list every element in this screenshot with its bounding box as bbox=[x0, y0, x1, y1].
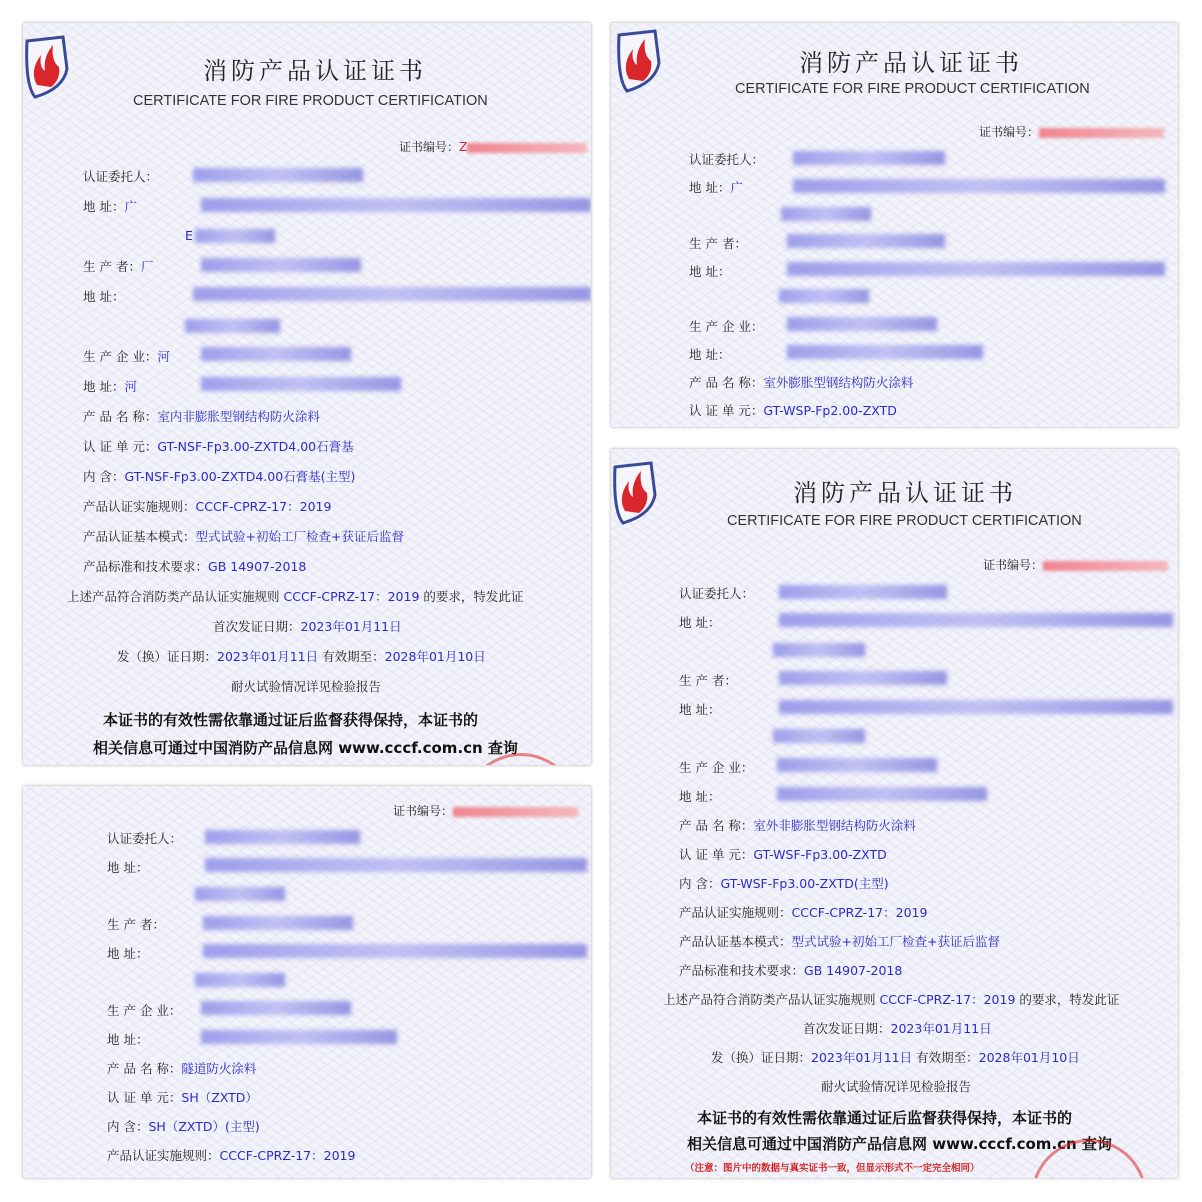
certificate-number bbox=[983, 556, 1168, 573]
address-row bbox=[107, 858, 148, 876]
certificate-number bbox=[399, 138, 587, 155]
contains-label: 内 含： bbox=[83, 469, 125, 484]
unit-label: 认 证 单 元： bbox=[107, 1090, 182, 1105]
redacted-address bbox=[205, 858, 587, 872]
certificate-subtitle: CERTIFICATE FOR FIRE PRODUCT CERTIFICATION bbox=[735, 81, 1090, 97]
unit-row bbox=[689, 401, 897, 419]
product-row bbox=[679, 816, 916, 834]
product-label: 产 品 名 称： bbox=[107, 1061, 182, 1076]
redacted-enterprise bbox=[787, 317, 937, 331]
unit-label: 认 证 单 元： bbox=[689, 403, 764, 418]
enterprise-address-row bbox=[83, 377, 137, 395]
redacted-address-2 bbox=[773, 643, 865, 657]
producer-address-label: 地 址： bbox=[689, 264, 731, 279]
producer-label: 生 产 者： bbox=[689, 236, 747, 251]
unit-label: 认 证 单 元： bbox=[679, 847, 754, 862]
mode-label: 产品认证基本模式： bbox=[83, 529, 196, 544]
disclaimer-note: （注意：图片中的数据与真实证书一致，但显示形式不一定完全相同） bbox=[685, 1163, 980, 1174]
redacted-enterprise bbox=[777, 758, 937, 772]
enterprise-address-label: 地 址： bbox=[107, 1032, 149, 1047]
product-value: 隧道防火涂料 bbox=[181, 1061, 257, 1076]
reissue-date bbox=[117, 647, 486, 665]
redacted-address-2 bbox=[195, 229, 275, 243]
standard-row bbox=[679, 961, 902, 979]
first-issue-date bbox=[803, 1019, 992, 1037]
contains-label: 内 含： bbox=[679, 876, 721, 891]
rule-row bbox=[679, 903, 927, 921]
reissue-value: 2023年01月11日 bbox=[217, 649, 319, 664]
redacted-producer-address-2 bbox=[195, 973, 285, 987]
redacted-producer-address bbox=[193, 287, 591, 301]
address-label: 地 址： bbox=[679, 615, 721, 630]
cert-no-label: 证书编号： bbox=[979, 125, 1040, 139]
cert-no-label: 证书编号： bbox=[393, 804, 454, 818]
certificate-title: 消防产品认证证书 bbox=[799, 49, 1023, 77]
fire-test-note: 耐火试验情况详见检验报告 bbox=[231, 679, 382, 694]
valid-value: 2028年01月10日 bbox=[978, 1050, 1080, 1065]
redacted-enterprise-address bbox=[777, 787, 987, 801]
client-label: 认证委托人： bbox=[107, 831, 183, 846]
statement bbox=[663, 990, 1119, 1008]
certificate-subtitle: CERTIFICATE FOR FIRE PRODUCT CERTIFICATION bbox=[133, 93, 488, 109]
redacted-address-2 bbox=[781, 207, 871, 221]
mode-label: 产品认证基本模式： bbox=[679, 934, 792, 949]
contains-value: SH（ZXTD）(主型) bbox=[148, 1119, 260, 1134]
unit-value: SH（ZXTD） bbox=[181, 1090, 258, 1105]
redacted-client bbox=[205, 830, 360, 844]
reissue-label: 发（换）证日期： bbox=[711, 1050, 812, 1065]
reissue-date bbox=[711, 1048, 1080, 1066]
statement bbox=[67, 587, 523, 605]
first-issue-date bbox=[213, 617, 402, 635]
first-issue-value: 2023年01月11日 bbox=[890, 1021, 992, 1036]
address-row bbox=[679, 613, 720, 631]
contains-label: 内 含： bbox=[107, 1119, 149, 1134]
validity-line-1: 本证书的有效性需依靠通过证后监督获得保持，本证书的 bbox=[103, 711, 479, 729]
rule-value: CCCF-CPRZ-17：2019 bbox=[195, 499, 332, 514]
producer-label: 生 产 者： bbox=[679, 673, 737, 688]
address-prefix: 广 bbox=[124, 199, 137, 214]
validity-line-2: 相关信息可通过中国消防产品信息网 www.cccf.com.cn 查询 bbox=[687, 1135, 1112, 1153]
address-row bbox=[83, 197, 137, 215]
validity-line-2: 相关信息可通过中国消防产品信息网 www.cccf.com.cn 查询 bbox=[93, 739, 518, 757]
standard-label: 产品标准和技术要求： bbox=[679, 963, 805, 978]
enterprise-row bbox=[83, 347, 170, 365]
rule-row bbox=[107, 1146, 355, 1164]
unit-label: 认 证 单 元： bbox=[83, 439, 158, 454]
contains-row bbox=[107, 1117, 260, 1135]
redacted-producer-address-2 bbox=[779, 289, 869, 303]
cert-no-redaction bbox=[1039, 128, 1164, 138]
statement-rule: CCCF-CPRZ-17：2019 bbox=[879, 992, 1016, 1007]
rule-label: 产品认证实施规则： bbox=[679, 905, 792, 920]
certificate-1 bbox=[23, 23, 591, 765]
redacted-enterprise-address bbox=[787, 345, 983, 359]
product-row bbox=[83, 407, 320, 425]
rule-label: 产品认证实施规则： bbox=[83, 499, 196, 514]
certificate-title: 消防产品认证证书 bbox=[203, 57, 427, 85]
enterprise-address-prefix: 河 bbox=[124, 379, 137, 394]
unit-row bbox=[83, 437, 354, 455]
statement-text: 上述产品符合消防类产品认证实施规则 bbox=[663, 992, 876, 1007]
contains-value: GT-NSF-Fp3.00-ZXTD4.00石膏基(主型) bbox=[124, 469, 356, 484]
first-issue-label: 首次发证日期： bbox=[213, 619, 301, 634]
address-label: 地 址： bbox=[689, 180, 731, 195]
mode-value: 型式试验+初始工厂检查+获证后监督 bbox=[791, 934, 1000, 949]
mode-row bbox=[83, 527, 404, 545]
enterprise-row bbox=[107, 1001, 181, 1019]
reissue-label: 发（换）证日期： bbox=[117, 649, 218, 664]
rule-row bbox=[83, 497, 331, 515]
enterprise-address-label: 地 址： bbox=[689, 347, 731, 362]
unit-value: GT-NSF-Fp3.00-ZXTD4.00石膏基 bbox=[157, 439, 354, 454]
address2-prefix: E bbox=[185, 228, 193, 243]
unit-row bbox=[107, 1088, 258, 1106]
cert-no-redaction bbox=[453, 807, 578, 817]
producer-address-label: 地 址： bbox=[107, 946, 149, 961]
product-label: 产 品 名 称： bbox=[83, 409, 158, 424]
enterprise-address-label: 地 址： bbox=[679, 789, 721, 804]
client-row bbox=[107, 829, 182, 847]
standard-value: GB 14907-2018 bbox=[804, 963, 903, 978]
redacted-producer bbox=[787, 234, 945, 248]
redacted-enterprise bbox=[201, 347, 351, 361]
redacted-address bbox=[779, 613, 1173, 627]
redacted-producer-address-2 bbox=[185, 319, 280, 333]
address-label: 地 址： bbox=[83, 199, 125, 214]
standard-label: 产品标准和技术要求： bbox=[83, 559, 209, 574]
address-row bbox=[689, 178, 743, 196]
redacted-enterprise-address bbox=[201, 1030, 397, 1044]
fire-logo-icon bbox=[23, 35, 69, 99]
cert-no-label: 证书编号： bbox=[399, 140, 460, 154]
enterprise-label: 生 产 企 业： bbox=[679, 760, 754, 775]
redacted-address bbox=[201, 198, 591, 212]
redacted-producer bbox=[201, 258, 361, 272]
fire-test-note: 耐火试验情况详见检验报告 bbox=[821, 1079, 972, 1094]
certificate-subtitle: CERTIFICATE FOR FIRE PRODUCT CERTIFICATION bbox=[727, 513, 1082, 529]
valid-label: 有效期至： bbox=[322, 649, 385, 664]
enterprise-row bbox=[679, 758, 753, 776]
redacted-address-2 bbox=[195, 887, 285, 901]
producer-address-row bbox=[83, 287, 124, 305]
client-label: 认证委托人： bbox=[679, 586, 755, 601]
certificate-4 bbox=[611, 449, 1178, 1178]
enterprise-label: 生 产 企 业： bbox=[83, 349, 158, 364]
product-label: 产 品 名 称： bbox=[679, 818, 754, 833]
unit-row bbox=[679, 845, 887, 863]
client-label: 认证委托人： bbox=[689, 152, 765, 167]
enterprise-label: 生 产 企 业： bbox=[107, 1003, 182, 1018]
producer-row bbox=[679, 671, 737, 689]
producer-label: 生 产 者： bbox=[107, 917, 165, 932]
producer-address-row bbox=[689, 262, 730, 280]
validity-line-1: 本证书的有效性需依靠通过证后监督获得保持，本证书的 bbox=[697, 1109, 1073, 1127]
statement-rule: CCCF-CPRZ-17：2019 bbox=[283, 589, 420, 604]
redacted-client bbox=[193, 168, 363, 182]
redacted-producer-address bbox=[779, 700, 1173, 714]
cert-no-label: 证书编号： bbox=[983, 558, 1044, 572]
enterprise-label: 生 产 企 业： bbox=[689, 319, 764, 334]
certificate-2 bbox=[611, 23, 1178, 427]
certificate-title: 消防产品认证证书 bbox=[793, 479, 1017, 507]
producer-address-row bbox=[107, 944, 148, 962]
statement-end: 的要求，特发此证 bbox=[423, 589, 524, 604]
rule-value: CCCF-CPRZ-17：2019 bbox=[791, 905, 928, 920]
redacted-enterprise bbox=[201, 1001, 351, 1015]
client-label: 认证委托人： bbox=[83, 169, 159, 184]
address-prefix: 广 bbox=[730, 180, 743, 195]
redacted-client bbox=[793, 151, 945, 165]
contains-row bbox=[679, 874, 889, 892]
enterprise-row bbox=[689, 317, 763, 335]
redacted-producer-address bbox=[203, 944, 587, 958]
contains-value: GT-WSF-Fp3.00-ZXTD(主型) bbox=[720, 876, 889, 891]
rule-label: 产品认证实施规则： bbox=[107, 1148, 220, 1163]
certificate-number bbox=[979, 123, 1164, 140]
valid-label: 有效期至： bbox=[916, 1050, 979, 1065]
enterprise-address-row bbox=[107, 1030, 148, 1048]
redacted-producer bbox=[779, 671, 947, 685]
fire-logo-icon bbox=[615, 29, 661, 93]
standard-value: GB 14907-2018 bbox=[208, 559, 307, 574]
certificate-3 bbox=[23, 786, 591, 1178]
rule-value: CCCF-CPRZ-17：2019 bbox=[219, 1148, 356, 1163]
redacted-enterprise-address bbox=[201, 377, 401, 391]
unit-value: GT-WSP-Fp2.00-ZXTD bbox=[763, 403, 897, 418]
producer-row bbox=[107, 915, 165, 933]
statement-text: 上述产品符合消防类产品认证实施规则 bbox=[67, 589, 280, 604]
producer-row bbox=[83, 257, 153, 275]
product-row bbox=[689, 373, 913, 391]
producer-label: 生 产 者： bbox=[83, 259, 141, 274]
contains-row bbox=[83, 467, 355, 485]
statement-end: 的要求，特发此证 bbox=[1019, 992, 1120, 1007]
mode-row bbox=[679, 932, 1000, 950]
mode-value: 型式试验+初始工厂检查+获证后监督 bbox=[195, 529, 404, 544]
product-row bbox=[107, 1059, 256, 1077]
cert-no-redaction bbox=[1043, 561, 1168, 571]
first-issue-label: 首次发证日期： bbox=[803, 1021, 891, 1036]
redacted-producer-address bbox=[787, 262, 1165, 276]
product-value: 室外非膨胀型钢结构防火涂料 bbox=[753, 818, 916, 833]
unit-value: GT-WSF-Fp3.00-ZXTD bbox=[753, 847, 887, 862]
first-issue-value: 2023年01月11日 bbox=[300, 619, 402, 634]
enterprise-prefix: 河 bbox=[157, 349, 170, 364]
client-row bbox=[689, 150, 764, 168]
valid-value: 2028年01月10日 bbox=[384, 649, 486, 664]
producer-address-label: 地 址： bbox=[83, 289, 125, 304]
enterprise-address-label: 地 址： bbox=[83, 379, 125, 394]
enterprise-address-row bbox=[679, 787, 720, 805]
client-row bbox=[679, 584, 754, 602]
cert-no-prefix: Z bbox=[459, 140, 468, 154]
product-value: 室内非膨胀型钢结构防火涂料 bbox=[157, 409, 320, 424]
cert-no-redaction bbox=[467, 143, 587, 153]
producer-address-row bbox=[679, 700, 720, 718]
producer-row bbox=[689, 234, 747, 252]
producer-prefix: 厂 bbox=[140, 259, 154, 274]
reissue-value: 2023年01月11日 bbox=[811, 1050, 913, 1065]
redacted-address bbox=[793, 179, 1165, 193]
address-line2 bbox=[185, 228, 193, 243]
redacted-producer-address-2 bbox=[773, 729, 865, 743]
standard-row bbox=[83, 557, 306, 575]
enterprise-address-row bbox=[689, 345, 730, 363]
redacted-producer bbox=[203, 916, 353, 930]
client-row bbox=[83, 167, 158, 185]
fire-logo-icon bbox=[611, 461, 657, 525]
certificate-number bbox=[393, 802, 578, 819]
producer-address-label: 地 址： bbox=[679, 702, 721, 717]
product-value: 室外膨胀型钢结构防火涂料 bbox=[763, 375, 914, 390]
redacted-client bbox=[779, 585, 947, 599]
product-label: 产 品 名 称： bbox=[689, 375, 764, 390]
address-label: 地 址： bbox=[107, 860, 149, 875]
